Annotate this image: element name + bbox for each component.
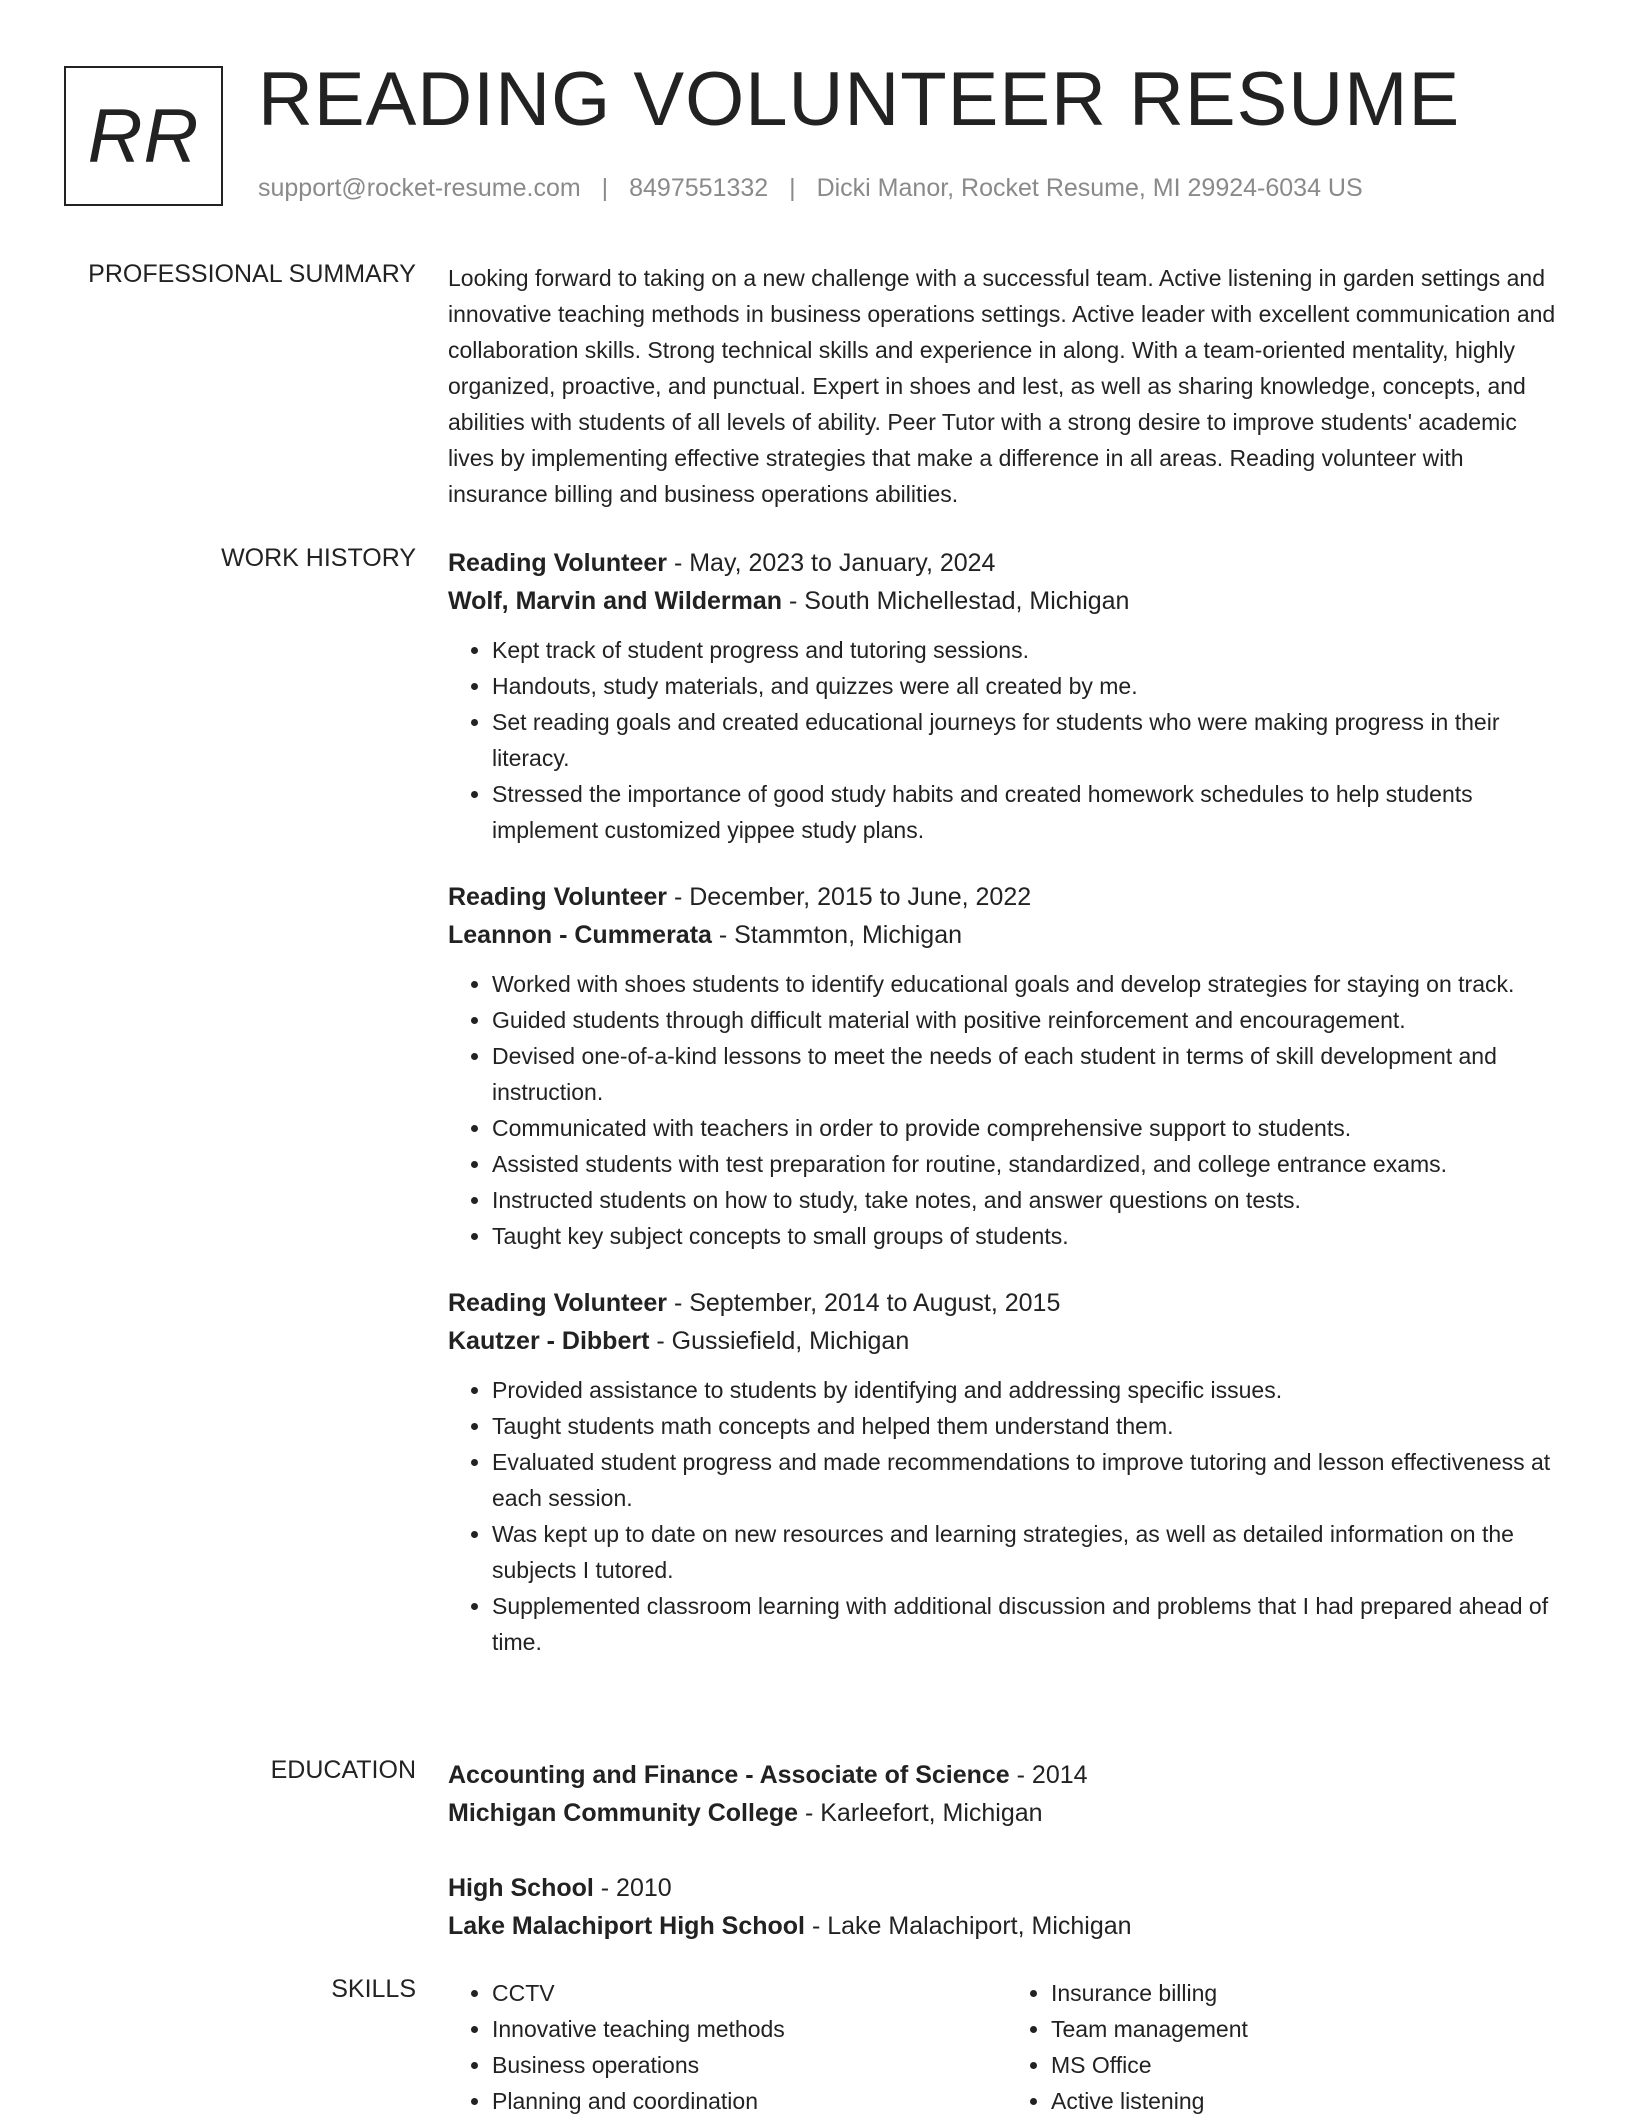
job-entry [448,544,1566,848]
monogram-logo: RR [64,66,223,206]
resume-title: READING VOLUNTEER RESUME [258,57,1461,142]
job-duty-item: • Taught key subject concepts to small groups of students. [492,1218,1566,1254]
education-school: Michigan Community College [448,1799,799,1827]
job-location: - South Michellestad, Michigan [782,587,1130,615]
job-employer-line [448,1322,1566,1360]
job-title-line [448,878,1566,916]
job-entry [448,1284,1566,1660]
job-duty-item: • Set reading goals and created educational journeys for students who were making progress in their literacy. [492,704,1566,776]
education-entry [448,1756,1566,1832]
education-location: - Lake Malachiport, Michigan [805,1912,1132,1940]
education-location: - Karleefort, Michigan [798,1799,1043,1827]
skill-item: • Insurance billing [1051,1975,1566,2011]
education-entry [448,1869,1566,1945]
job-duties [448,1372,1566,1660]
job-duty-item: • Provided assistance to students by identifying and addressing specific issues. [492,1372,1566,1408]
job-duty-item: • Taught students math concepts and helped them understand them. [492,1408,1566,1444]
job-title: Reading Volunteer [448,883,668,911]
job-duty-item: • Supplemented classroom learning with additional discussion and problems that I had prepared ahead of time. [492,1588,1566,1660]
education-school-line [448,1907,1566,1945]
job-duty-item: • Evaluated student progress and made recommendations to improve tutoring and lesson effectiveness at each session. [492,1444,1566,1516]
skill-item: • Business operations [492,2047,1007,2083]
section-label-work: WORK HISTORY [221,544,416,572]
job-employer: Kautzer - Dibbert [448,1327,650,1355]
job-duty-item: • Communicated with teachers in order to provide comprehensive support to students. [492,1110,1566,1146]
job-duty-item: • Kept track of student progress and tutoring sessions. [492,632,1566,668]
education-year: - 2010 [593,1874,672,1902]
job-title-line [448,1284,1566,1322]
contact-separator: | [601,174,609,202]
skill-item: • Innovative teaching methods [492,2011,1007,2047]
job-employer: Wolf, Marvin and Wilderman [448,587,783,615]
skill-item: • Planning and coordination [492,2083,1007,2119]
education-year: - 2014 [1009,1761,1088,1789]
job-entry [448,878,1566,1254]
contact-separator: | [789,174,796,202]
job-dates: - May, 2023 to January, 2024 [667,549,996,577]
job-duty-item: • Handouts, study materials, and quizzes were all created by me. [492,668,1566,704]
job-location: - Stammton, Michigan [711,921,963,949]
education-list [448,1756,1566,1982]
job-dates: - September, 2014 to August, 2015 [667,1289,1061,1317]
job-duties [448,966,1566,1254]
education-school-line [448,1794,1566,1832]
section-label-summary: PROFESSIONAL SUMMARY [88,260,416,288]
contact-line [258,174,1363,203]
job-title-line [448,544,1566,582]
job-location: - Gussiefield, Michigan [649,1327,910,1355]
education-school: Lake Malachiport High School [448,1912,805,1940]
skill-item: • CCTV [492,1975,1007,2011]
education-degree-line [448,1869,1566,1907]
job-title: Reading Volunteer [448,1289,668,1317]
education-degree: Accounting and Finance - Associate of Science [448,1761,1010,1789]
skill-item: • Team management [1051,2011,1566,2047]
job-duty-item: • Assisted students with test preparation for routine, standardized, and college entrance exams. [492,1146,1566,1182]
skill-item: • MS Office [1051,2047,1566,2083]
job-duty-item: • Guided students through difficult material with positive reinforcement and encouragement. [492,1002,1566,1038]
section-label-skills: SKILLS [331,1975,416,2003]
job-duty-item: • Instructed students on how to study, take notes, and answer questions on tests. [492,1182,1566,1218]
job-duty-item: • Stressed the importance of good study habits and created homework schedules to help students implement customized yippee study plans. [492,776,1566,848]
skills-column-right [1007,1975,1566,2119]
job-duty-item: • Was kept up to date on new resources and learning strategies, as well as detailed information on the subjects I tutored. [492,1516,1566,1588]
work-history-list [448,544,1566,1690]
job-title: Reading Volunteer [448,549,668,577]
job-employer-line [448,916,1566,954]
skills-column-left [448,1975,1007,2119]
job-duty-item: • Worked with shoes students to identify educational goals and develop strategies for staying on track. [492,966,1566,1002]
contact-phone[interactable]: 8497551332 [629,174,769,202]
education-degree-line [448,1756,1566,1794]
contact-email[interactable]: support@rocket-resume.com [258,174,581,202]
job-employer: Leannon - Cummerata [448,921,712,949]
education-degree: High School [448,1874,594,1902]
job-duty-item: • Devised one-of-a-kind lessons to meet the needs of each student in terms of skill development and instruction. [492,1038,1566,1110]
job-dates: - December, 2015 to June, 2022 [667,883,1032,911]
job-duties [448,632,1566,848]
summary-text: Looking forward to taking on a new challenge with a successful team. Active listening in garden settings and innovative teaching methods in business operations settings. Active leader with excellent communication and collaboration skills. Strong technical skills and experience in along. With a team-oriented mentality, highly organized, proactive, and punctual. Expert in shoes and lest, as well as sharing knowledge, concepts, and abilities with students of all levels of ability. Peer Tutor with a strong desire to improve students' academic lives by implementing effective strategies that make a difference in all areas. Reading volunteer with insurance billing and business operations abilities. [448,265,1556,507]
contact-address: Dicki Manor, Rocket Resume, MI 29924-6034 US [816,174,1363,202]
skill-item: • Active listening [1051,2083,1566,2119]
section-label-education: EDUCATION [270,1756,416,1784]
job-employer-line [448,582,1566,620]
skills-list [448,1975,1566,2119]
